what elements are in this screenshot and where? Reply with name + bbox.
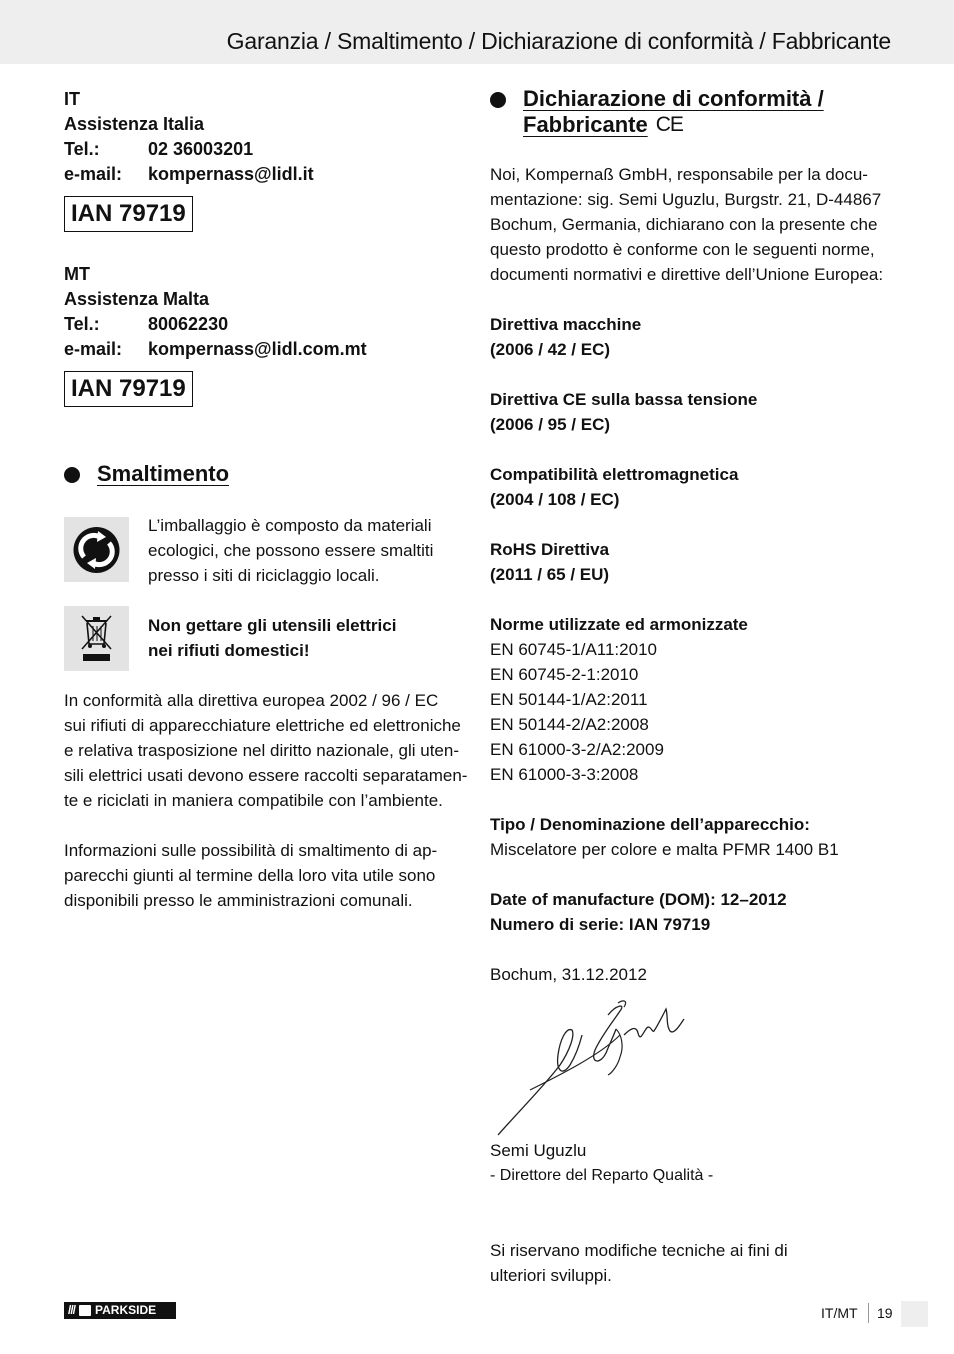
signer-block (490, 1138, 713, 1188)
tel-label: Tel.: (64, 314, 100, 334)
directive-4 (490, 537, 609, 587)
weee-icon-box (64, 606, 129, 671)
bullet-icon (64, 467, 80, 483)
text-line: ecologici, che possono essere smaltiti (148, 541, 434, 560)
email-label: e-mail: (64, 164, 123, 184)
text-line: Si riservano modifiche tecniche ai fini di (490, 1241, 788, 1260)
tel-label: Tel.: (64, 139, 100, 159)
text-line: nei rifiuti domestici! (148, 641, 310, 660)
directive-1 (490, 312, 641, 362)
text-line: mentazione: sig. Semi Uguzlu, Burgstr. 21, D-44867 (490, 190, 882, 209)
directive-name: Direttiva macchine (490, 315, 642, 334)
type-value: Miscelatore per colore e malta PFMR 1400 B1 (490, 840, 839, 859)
declaration-title-line1: Dichiarazione di conformità / (523, 86, 824, 111)
weee-warning (148, 613, 396, 663)
ce-mark-icon: CE (655, 113, 683, 136)
email-value: kompernass@lidl.com.mt (148, 339, 367, 359)
norm-item: EN 60745-2-1:2010 (490, 665, 639, 684)
green-dot-recycle-icon (64, 517, 129, 582)
norms-block (490, 612, 748, 787)
tel-value: 80062230 (148, 314, 229, 334)
directive-name: RoHS Direttiva (490, 540, 610, 559)
disposal-title: Smaltimento (97, 461, 230, 486)
logo-slashes: /// (68, 1303, 76, 1317)
logo-mark-icon (79, 1305, 91, 1316)
text-line: Noi, Kompernaß GmbH, responsabile per la docu- (490, 165, 868, 184)
footer-divider (868, 1303, 869, 1323)
text-line: disponibili presso le amministrazioni comunali. (64, 891, 413, 910)
ian-box-mt: IAN 79719 (64, 371, 193, 407)
text-line: documenti normativi e direttive dell’Unione Europea: (490, 265, 884, 284)
email-label: e-mail: (64, 339, 123, 359)
directive-name: Compatibilità elettromagnetica (490, 465, 739, 484)
signer-role: - Direttore del Reparto Qualità - (490, 1167, 714, 1184)
disposal-paragraph-1 (64, 688, 467, 813)
norm-item: EN 50144-1/A2:2011 (490, 690, 648, 709)
declaration-heading (490, 86, 824, 138)
text-line: presso i siti di riciclaggio locali. (148, 566, 380, 585)
contact-country: IT (64, 89, 80, 109)
directive-code: (2011 / 65 / EU) (490, 565, 610, 584)
serial-line: Numero di serie: IAN 79719 (490, 915, 711, 934)
text-line: Non gettare gli utensili elettrici (148, 616, 397, 635)
contact-country: MT (64, 264, 90, 284)
type-heading: Tipo / Denominazione dell’apparecchio: (490, 815, 810, 834)
text-line: sili elettrici usati devono essere raccolti separatamen- (64, 766, 468, 785)
declaration-intro (490, 162, 883, 287)
tel-value: 02 36003201 (148, 139, 254, 159)
recycle-icon-box (64, 517, 129, 582)
parkside-logo (64, 1302, 176, 1319)
directive-code: (2006 / 95 / EC) (490, 415, 611, 434)
contact-it (64, 87, 314, 187)
text-line: questo prodotto è conforme con le seguenti norme, (490, 240, 875, 259)
dom-line: Date of manufacture (DOM): 12–2012 (490, 890, 787, 909)
declaration-title-line2: Fabbricante (523, 112, 648, 137)
packaging-text (148, 513, 433, 588)
directive-3 (490, 462, 738, 512)
text-line: e relativa trasposizione nel diritto nazionale, gli uten- (64, 741, 460, 760)
email-value: kompernass@lidl.it (148, 164, 314, 184)
page-title: Garanzia / Smaltimento / Dichiarazione di conformità / Fabbricante (226, 28, 891, 54)
text-line: ulteriori sviluppi. (490, 1266, 612, 1285)
text-line: parecchi giunti al termine della loro vita utile sono (64, 866, 436, 885)
text-line: L’imballaggio è composto da materiali (148, 516, 432, 535)
norm-item: EN 61000-3-2/A2:2009 (490, 740, 664, 759)
norm-item: EN 50144-2/A2:2008 (490, 715, 649, 734)
text-line: sui rifiuti di apparecchiature elettriche ed elettroniche (64, 716, 461, 735)
contact-name: Assistenza Italia (64, 114, 205, 134)
device-type (490, 812, 839, 862)
footer-locale: IT/MT (821, 1305, 858, 1321)
manufacture-info (490, 887, 787, 937)
contact-name: Assistenza Malta (64, 289, 210, 309)
page-tab (901, 1301, 928, 1327)
norm-item: EN 60745-1/A11:2010 (490, 640, 657, 659)
directive-code: (2006 / 42 / EC) (490, 340, 611, 359)
text-line: Informazioni sulle possibilità di smaltimento di ap- (64, 841, 438, 860)
contact-mt (64, 262, 367, 362)
bullet-icon (490, 92, 506, 108)
page-number: 19 (877, 1305, 893, 1321)
directive-name: Direttiva CE sulla bassa tensione (490, 390, 758, 409)
disposal-heading (64, 461, 229, 487)
logo-brand: PARKSIDE (95, 1303, 157, 1317)
norms-heading: Norme utilizzate ed armonizzate (490, 615, 748, 634)
signature-image (490, 995, 700, 1140)
text-line: Bochum, Germania, dichiarano con la presente che (490, 215, 878, 234)
text-line: In conformità alla direttiva europea 2002 / 96 / EC (64, 691, 439, 710)
place-date: Bochum, 31.12.2012 (490, 965, 647, 984)
technical-note (490, 1238, 788, 1288)
norm-item: EN 61000-3-3:2008 (490, 765, 639, 784)
crossed-bin-icon (64, 606, 129, 671)
ian-box-it: IAN 79719 (64, 196, 193, 232)
directive-2 (490, 387, 757, 437)
disposal-paragraph-2 (64, 838, 437, 913)
signer-name: Semi Uguzlu (490, 1141, 587, 1160)
directive-code: (2004 / 108 / EC) (490, 490, 620, 509)
text-line: te e riciclati in maniera compatibile con l’ambiente. (64, 791, 443, 810)
